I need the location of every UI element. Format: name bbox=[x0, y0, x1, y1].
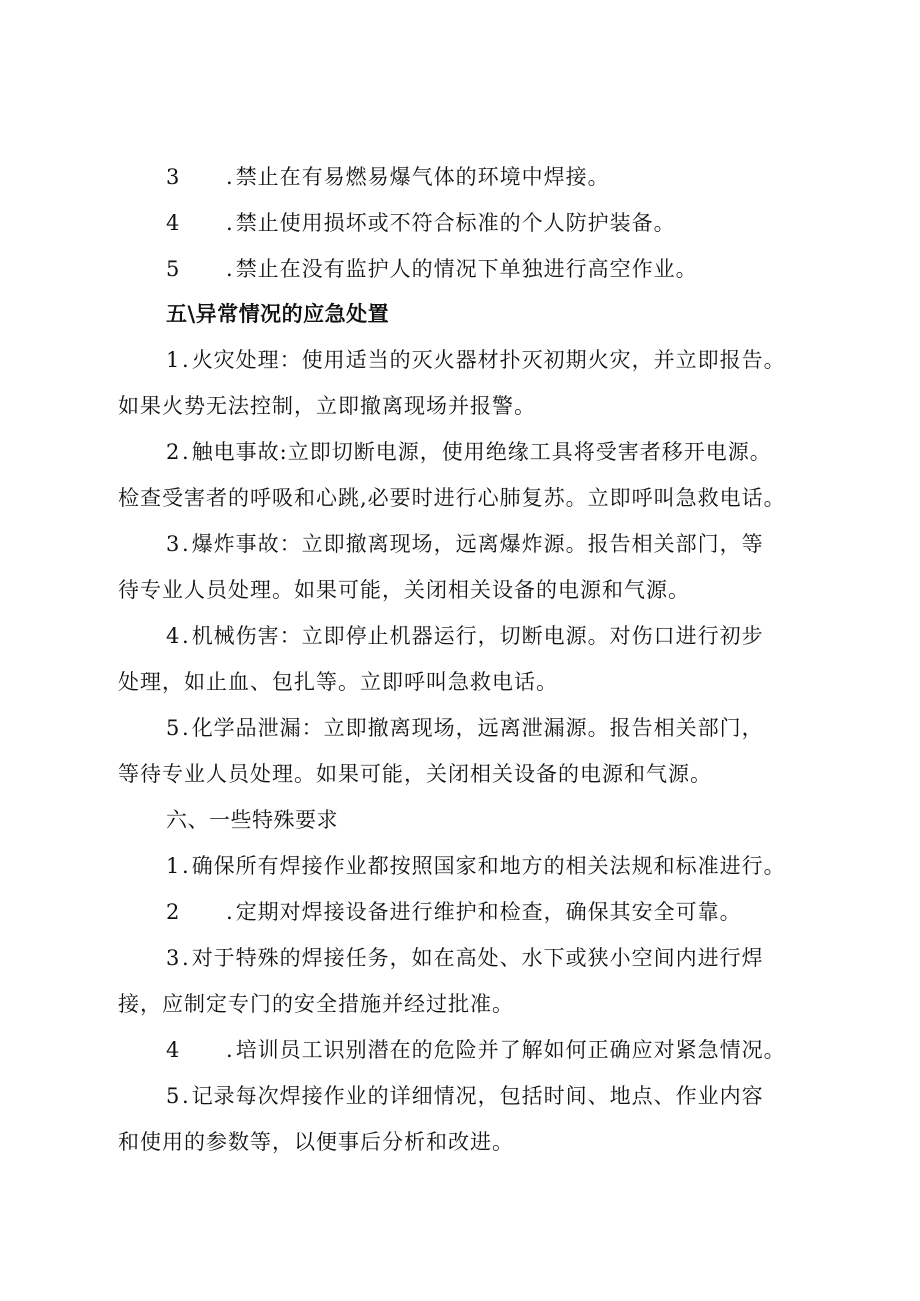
section-heading: 六、一些特殊要求 bbox=[166, 808, 338, 832]
list-item bbox=[166, 208, 866, 238]
list-item bbox=[166, 851, 866, 881]
item-text: 确保所有焊接作业都按照国家和地方的相关法规和标准进行。 bbox=[191, 854, 786, 878]
item-continuation: 检查受害者的呼吸和心跳,必要时进行心肺复苏。立即呼叫急救电话。 bbox=[118, 486, 786, 510]
item-text: 机械伤害：立即停止机器运行，切断电源。对伤口进行初步 bbox=[191, 624, 764, 648]
item-dot: . bbox=[182, 854, 190, 878]
item-dot: . bbox=[226, 257, 234, 281]
item-text: 火灾处理：使用适当的灭火器材扑灭初期火灾，并立即报告。 bbox=[191, 348, 786, 372]
list-item bbox=[166, 1081, 866, 1111]
item-text: 爆炸事故：立即撤离现场，远离爆炸源。报告相关部门，等 bbox=[191, 532, 764, 556]
item-number: 2 bbox=[166, 900, 181, 924]
item-dot: . bbox=[182, 946, 190, 970]
list-item bbox=[166, 943, 866, 973]
item-continuation: 处理，如止血、包扎等。立即呼叫急救电话。 bbox=[118, 670, 558, 694]
list-item bbox=[166, 345, 866, 375]
item-dot: . bbox=[226, 900, 234, 924]
item-number: 2 bbox=[166, 440, 181, 464]
list-item bbox=[166, 437, 866, 467]
list-item bbox=[166, 713, 866, 743]
item-dot: . bbox=[226, 1038, 234, 1062]
item-text: 化学品泄漏：立即撤离现场，远离泄漏源。报告相关部门， bbox=[191, 716, 764, 740]
item-dot: . bbox=[182, 716, 190, 740]
item-continuation: 接，应制定专门的安全措施并经过批准。 bbox=[118, 992, 514, 1016]
section-heading: 五\异常情况的应急处置 bbox=[166, 301, 390, 326]
item-dot: . bbox=[182, 624, 190, 648]
item-dot: . bbox=[182, 532, 190, 556]
item-continuation: 和使用的参数等，以便事后分析和改进。 bbox=[118, 1130, 514, 1154]
list-item bbox=[166, 621, 866, 651]
item-continuation: 待专业人员处理。如果可能，关闭相关设备的电源和气源。 bbox=[118, 578, 690, 602]
item-number: 1 bbox=[166, 348, 181, 372]
item-number: 3 bbox=[166, 946, 181, 970]
item-number: 5 bbox=[166, 716, 181, 740]
item-dot: . bbox=[226, 165, 234, 189]
item-text: 禁止使用损坏或不符合标准的个人防护装备。 bbox=[235, 211, 676, 235]
item-continuation: 等待专业人员处理。如果可能，关闭相关设备的电源和气源。 bbox=[118, 762, 712, 786]
item-text: 触电事故:立即切断电源，使用绝缘工具将受害者移开电源。 bbox=[191, 440, 772, 464]
list-item bbox=[166, 162, 866, 192]
list-item bbox=[166, 1035, 866, 1065]
item-continuation: 如果火势无法控制，立即撤离现场并报警。 bbox=[118, 394, 536, 418]
item-dot: . bbox=[182, 1084, 190, 1108]
item-number: 3 bbox=[166, 532, 181, 556]
item-number: 5 bbox=[166, 1084, 181, 1108]
item-number: 3 bbox=[166, 165, 181, 189]
item-dot: . bbox=[226, 211, 234, 235]
item-text: 禁止在有易燃易爆气体的环境中焊接。 bbox=[235, 165, 610, 189]
item-number: 4 bbox=[166, 211, 181, 235]
item-text: 定期对焊接设备进行维护和检查，确保其安全可靠。 bbox=[235, 900, 742, 924]
item-text: 对于特殊的焊接任务，如在高处、水下或狭小空间内进行焊 bbox=[191, 946, 764, 970]
item-dot: . bbox=[182, 440, 190, 464]
item-dot: . bbox=[182, 348, 190, 372]
item-number: 4 bbox=[166, 624, 181, 648]
list-item bbox=[166, 529, 866, 559]
item-number: 1 bbox=[166, 854, 181, 878]
list-item bbox=[166, 254, 866, 284]
list-item bbox=[166, 897, 866, 927]
item-number: 5 bbox=[166, 257, 181, 281]
item-text: 记录每次焊接作业的详细情况，包括时间、地点、作业内容 bbox=[191, 1084, 764, 1108]
item-text: 禁止在没有监护人的情况下单独进行高空作业。 bbox=[235, 257, 698, 281]
item-text: 培训员工识别潜在的危险并了解如何正确应对紧急情况。 bbox=[235, 1038, 786, 1062]
item-number: 4 bbox=[166, 1038, 181, 1062]
